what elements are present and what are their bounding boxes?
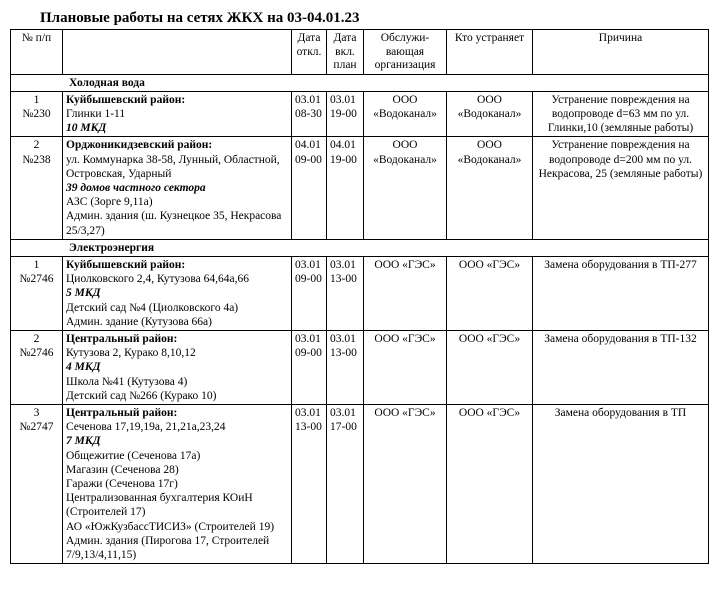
table-row <box>11 137 709 239</box>
request-number: №230 <box>22 107 51 120</box>
on-time: 13-00 <box>330 347 357 360</box>
page-title: Плановые работы на сетях ЖКХ на 03-04.01.23 <box>40 10 360 26</box>
off-time: 08-30 <box>295 107 322 120</box>
fixer-org: ООО «ГЭС» <box>447 256 533 330</box>
on-date-cell <box>327 91 364 137</box>
district-name: Орджоникидзевский район: <box>66 139 213 152</box>
row-number-cell <box>11 91 63 137</box>
address-line: ул. Коммунарка 38-58, Лунный, Областной, Островская, Ударный <box>66 153 280 180</box>
table-row <box>11 91 709 137</box>
off-date: 03.01 <box>295 93 321 106</box>
header-fixer: Кто устраняет <box>447 30 533 75</box>
address-cell <box>63 256 292 330</box>
service-org: ООО «ГЭС» <box>364 330 447 404</box>
district-name: Центральный район: <box>66 406 178 419</box>
row-number: 3 <box>33 406 40 419</box>
reason: Замена оборудования в ТП-277 <box>533 256 709 330</box>
off-time: 09-00 <box>295 273 322 286</box>
header-row <box>11 30 709 75</box>
row-number: 1 <box>33 93 40 106</box>
building-count: 5 МКД <box>66 287 101 300</box>
address-line: Детский сад №4 (Циолковского 4а) <box>66 301 239 314</box>
request-number: №2746 <box>19 347 54 360</box>
on-date-cell <box>327 137 364 239</box>
off-date: 03.01 <box>295 406 321 419</box>
row-number-cell <box>11 404 63 563</box>
address-line: Гаражи (Сеченова 17г) <box>66 477 178 490</box>
address-line: Кутузова 2, Курако 8,10,12 <box>66 347 196 360</box>
row-number: 2 <box>33 139 40 152</box>
service-org: ООО «Водоканал» <box>364 137 447 239</box>
building-count: 7 МКД <box>66 435 101 448</box>
header-reason: Причина <box>533 30 709 75</box>
section-row <box>11 74 709 91</box>
district-name: Куйбышевский район: <box>66 93 186 106</box>
section-title: Холодная вода <box>11 74 709 91</box>
header-num: № п/п <box>11 30 63 75</box>
on-time: 17-00 <box>330 421 357 434</box>
header-address <box>63 30 292 75</box>
off-time: 13-00 <box>295 421 322 434</box>
address-line: Циолковского 2,4, Кутузова 64,64а,66 <box>66 273 249 286</box>
fixer-org: ООО «ГЭС» <box>447 404 533 563</box>
address-cell <box>63 330 292 404</box>
on-date: 03.01 <box>330 332 356 345</box>
fixer-org: ООО «Водоканал» <box>447 91 533 137</box>
on-date: 04.01 <box>330 139 356 152</box>
row-number-cell <box>11 137 63 239</box>
on-date: 03.01 <box>330 258 356 271</box>
off-date-cell <box>292 91 327 137</box>
address-line: Админ. здания (ш. Кузнецкое 35, Некрасова 25/3,27) <box>66 210 282 237</box>
row-number-cell <box>11 256 63 330</box>
reason: Устранение повреждения на водопроводе d=63 мм по ул. Глинки,10 (земляные работы) <box>533 91 709 137</box>
on-time: 19-00 <box>330 107 357 120</box>
address-line: Централизованная бухгалтерия КОиН (Строителей 17) <box>66 492 253 519</box>
service-org: ООО «Водоканал» <box>364 91 447 137</box>
on-time: 13-00 <box>330 273 357 286</box>
off-date-cell <box>292 137 327 239</box>
on-date: 03.01 <box>330 93 356 106</box>
off-date: 04.01 <box>295 139 321 152</box>
on-date-cell <box>327 256 364 330</box>
address-line: АО «ЮжКузбассТИСИЗ» (Строителей 19) <box>66 520 275 533</box>
off-date: 03.01 <box>295 258 321 271</box>
on-date-cell <box>327 404 364 563</box>
header-off-date: Дата откл. <box>292 30 327 75</box>
address-cell <box>63 137 292 239</box>
building-count: 39 домов частного сектора <box>66 181 206 194</box>
district-name: Центральный район: <box>66 332 178 345</box>
address-line: Глинки 1-11 <box>66 107 126 120</box>
section-title: Электроэнергия <box>11 239 709 256</box>
service-org: ООО «ГЭС» <box>364 256 447 330</box>
fixer-org: ООО «Водоканал» <box>447 137 533 239</box>
address-line: Общежитие (Сеченова 17а) <box>66 449 201 462</box>
header-service-org: Обслужи- вающая организация <box>364 30 447 75</box>
row-number: 2 <box>33 332 40 345</box>
district-name: Куйбышевский район: <box>66 258 186 271</box>
request-number: №2747 <box>19 421 54 434</box>
section-row <box>11 239 709 256</box>
off-date-cell <box>292 404 327 563</box>
outage-table <box>10 29 709 564</box>
building-count: 4 МКД <box>66 361 101 374</box>
off-date: 03.01 <box>295 332 321 345</box>
address-line: Детский сад №266 (Курако 10) <box>66 389 217 402</box>
table-row <box>11 256 709 330</box>
off-time: 09-00 <box>295 153 322 166</box>
service-org: ООО «ГЭС» <box>364 404 447 563</box>
address-line: Сеченова 17,19,19а, 21,21а,23,24 <box>66 421 226 434</box>
reason: Устранение повреждения на водопроводе d=200 мм по ул. Некрасова, 25 (земляные работы) <box>533 137 709 239</box>
row-number-cell <box>11 330 63 404</box>
address-line: Магазин (Сеченова 28) <box>66 463 179 476</box>
address-cell <box>63 404 292 563</box>
off-time: 09-00 <box>295 347 322 360</box>
fixer-org: ООО «ГЭС» <box>447 330 533 404</box>
header-on-date: Дата вкл. план <box>327 30 364 75</box>
on-date: 03.01 <box>330 406 356 419</box>
table-row <box>11 404 709 563</box>
request-number: №238 <box>22 153 51 166</box>
off-date-cell <box>292 330 327 404</box>
address-line: АЗС (Зорге 9,11а) <box>66 196 153 209</box>
building-count: 10 МКД <box>66 122 107 135</box>
row-number: 1 <box>33 258 40 271</box>
reason: Замена оборудования в ТП-132 <box>533 330 709 404</box>
on-time: 19-00 <box>330 153 357 166</box>
reason: Замена оборудования в ТП <box>533 404 709 563</box>
address-line: Школа №41 (Кутузова 4) <box>66 375 188 388</box>
request-number: №2746 <box>19 273 54 286</box>
on-date-cell <box>327 330 364 404</box>
address-line: Админ. здание (Кутузова 66а) <box>66 315 212 328</box>
address-line: Админ. здания (Пирогова 17, Строителей 7/9,13/4,11,15) <box>66 534 270 561</box>
off-date-cell <box>292 256 327 330</box>
address-cell <box>63 91 292 137</box>
table-row <box>11 330 709 404</box>
